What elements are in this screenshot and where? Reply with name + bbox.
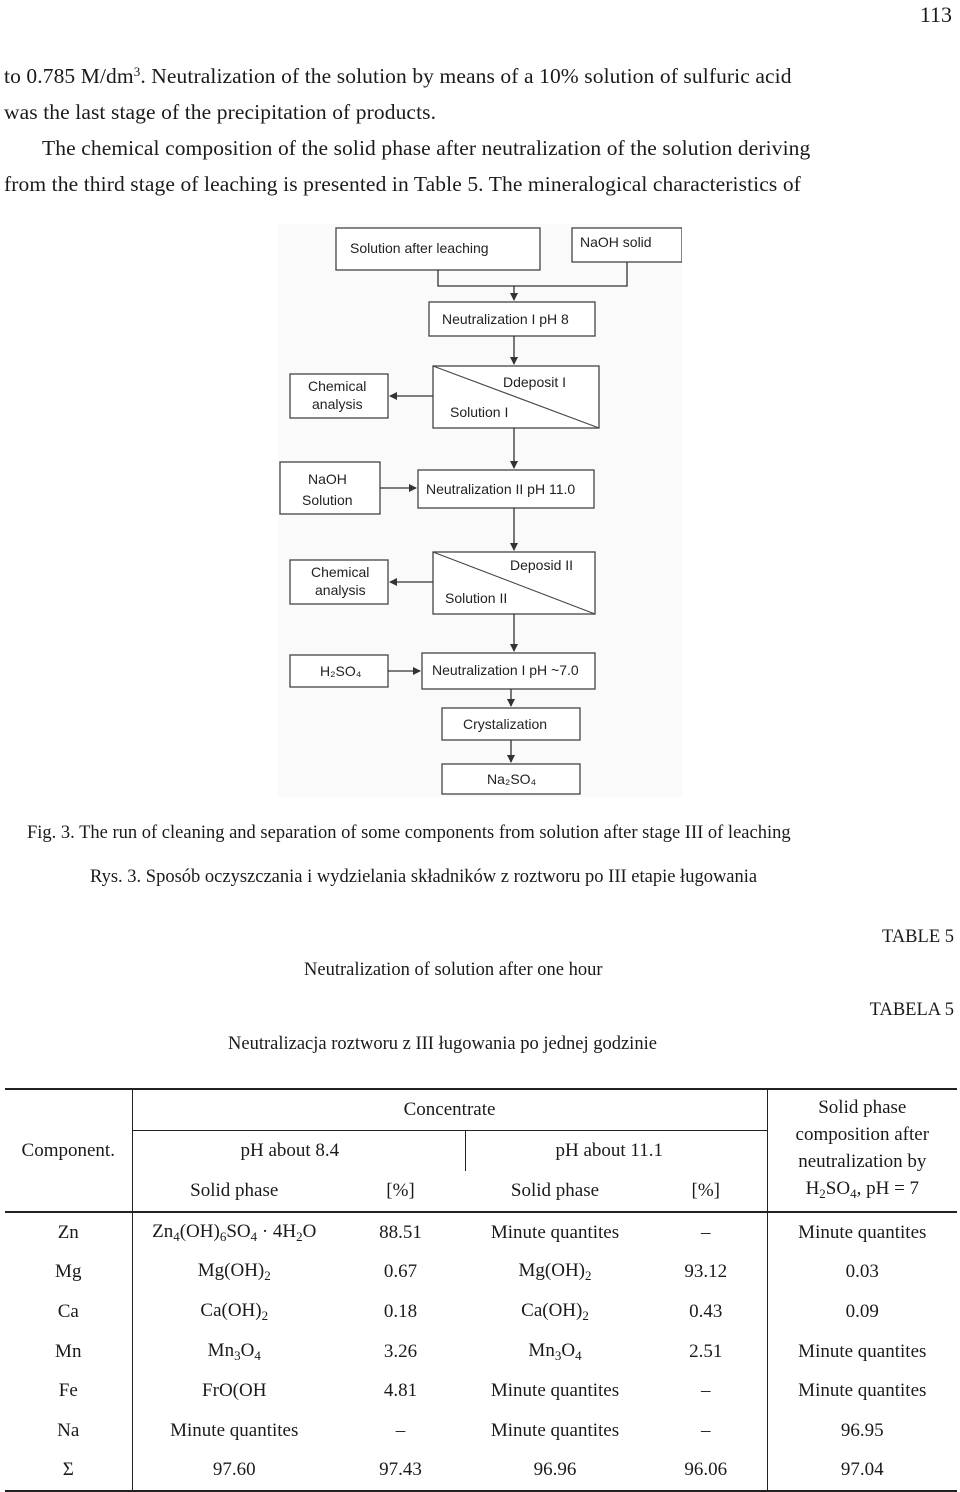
label-naoh-solid: NaOH solid [580,234,652,250]
header-ph-11-1: pH about 11.1 [465,1131,767,1172]
cell-solid-phase-2: Minute quantites [490,1380,620,1402]
header-ph-8-4: pH about 8.4 [132,1131,465,1172]
table-row-mn [5,1332,957,1372]
cell-percent-1: – [395,1419,406,1441]
cell-solid-phase-1: $Mg(OH)_2$ [132,1253,336,1293]
cell-final-composition: 96.95 [767,1411,957,1451]
cell-component: Fe [58,1380,78,1402]
body-text-line-1: to 0.785 $M/dm^3$. Neutralization of the solution by means of a 10% solution of sulfuric acid [4,64,792,88]
cell-final-composition: Minute quantites [767,1212,957,1253]
table-row-ca [5,1292,957,1332]
cell-solid-phase-1: $Zn_4(OH)_6SO_4 \cdot 4H_2O$ [132,1212,336,1253]
figure-caption-en: Fig. 3. The run of cleaning and separation of some components from solution after stage III of leaching [27,823,791,843]
table-row-na [5,1411,957,1451]
header-percent-1: [%] [386,1180,415,1201]
cell-solid-phase-1: $Mn_3O_4$ [132,1332,336,1372]
label-naoh-solution-a: NaOH [308,471,347,487]
cell-final-composition: Minute quantites [767,1332,957,1372]
cell-component: Ca [57,1300,79,1322]
label-deposit-2: Deposid II [510,557,574,573]
label-na2so4: Na₂SO₄ [487,771,537,787]
cell-solid-phase-2: Minute quantites [490,1419,620,1441]
header-solid-phase-composition: Solid phase composition after neutralization by $H_2SO_4$, pH = 7 [767,1089,957,1212]
cell-percent-1: 88.51 [379,1221,422,1243]
data-table [5,1088,957,1492]
table-title-en: Neutralization of solution after one hour [304,960,603,980]
cell-percent-1: 0.67 [383,1261,418,1283]
cell-percent-2: 0.43 [689,1300,723,1322]
header-component: Component. [21,1139,115,1161]
cell-percent-2: – [701,1221,711,1243]
cell-percent-1: 4.81 [383,1380,418,1402]
label-neutralization-2: Neutralization II pH 11.0 [426,481,576,497]
table-title-pl: Neutralizacja roztworu z III ługowania po jednej godzinie [228,1034,657,1054]
header-concentrate: Concentrate [132,1089,767,1131]
label-solution-1: Solution I [450,404,509,420]
table-row-zn [5,1212,957,1253]
flowchart-figure [278,224,682,797]
figure-caption-pl: Rys. 3. Sposób oczyszczania i wydzielania składników z roztworu po III etapie ługowania [90,867,758,887]
cell-solid-phase-1: $Ca(OH)_2$ [132,1292,336,1332]
label-neutralization-3: Neutralization I pH ~7.0 [432,662,579,678]
label-chemical-analysis-1a: Chemical [308,378,367,394]
cell-final-composition: Minute quantites [767,1371,957,1411]
label-crystalization: Crystalization [463,716,548,732]
label-chemical-analysis-2a: Chemical [311,564,370,580]
cell-solid-phase-1: 97.60 [132,1451,336,1492]
label-neutralization-1: Neutralization I pH 8 [442,311,569,327]
cell-percent-1: 3.26 [383,1340,418,1362]
label-naoh-solution-b: Solution [302,492,353,508]
cell-final-composition: 97.04 [767,1451,957,1492]
cell-percent-2: 2.51 [689,1340,723,1362]
label-chemical-analysis-1b: analysis [312,396,363,412]
cell-percent-2: 96.06 [684,1459,728,1481]
cell-component: Mg [55,1261,82,1283]
cell-component: Na [57,1419,80,1441]
label-deposit-1: Ddeposit I [503,374,567,390]
table-row-fe [5,1371,957,1411]
body-text-line-2: was the last stage of the precipitation of products. [4,100,437,124]
cell-solid-phase-2: $Mg(OH)_2$ [518,1260,592,1284]
cell-solid-phase-2: $Mn_3O_4$ [528,1339,582,1363]
cell-percent-2: – [701,1419,711,1441]
table-row-mg [5,1253,957,1293]
cell-solid-phase-1: Minute quantites [132,1411,336,1451]
table-label-en: TABLE 5 [882,927,954,947]
cell-solid-phase-1: FrO(OH [132,1371,336,1411]
cell-percent-1: 0.18 [383,1300,418,1322]
header-solid-phase-1: Solid phase [132,1171,336,1212]
cell-solid-phase-2: $Ca(OH)_2$ [521,1299,589,1323]
page-number: 113 [919,2,952,27]
cell-final-composition: 0.03 [767,1253,957,1293]
cell-component: Mn [55,1340,82,1362]
cell-solid-phase-2: 96.96 [533,1459,577,1481]
header-percent-2: [%] [691,1180,721,1201]
cell-component: Σ [62,1459,74,1481]
label-solution-after-leaching: Solution after leaching [350,240,489,256]
cell-percent-1: 97.43 [379,1459,422,1481]
table-label-pl: TABELA 5 [869,1000,954,1020]
cell-final-composition: 0.09 [767,1292,957,1332]
label-chemical-analysis-2b: analysis [315,582,366,598]
cell-percent-2: – [701,1380,711,1402]
cell-solid-phase-2: Minute quantites [490,1221,620,1243]
label-solution-2: Solution II [445,590,508,606]
cell-percent-2: 93.12 [684,1261,728,1283]
cell-component: Zn [57,1221,79,1243]
header-solid-phase-2: Solid phase [510,1180,600,1201]
body-text-line-3: The chemical composition of the solid phase after neutralization of the solution deriving [42,136,811,160]
body-text-line-4: from the third stage of leaching is presented in Table 5. The mineralogical characteristics of [4,172,801,196]
label-h2so4: H₂SO₄ [320,663,362,679]
table-row-sum [5,1451,957,1492]
